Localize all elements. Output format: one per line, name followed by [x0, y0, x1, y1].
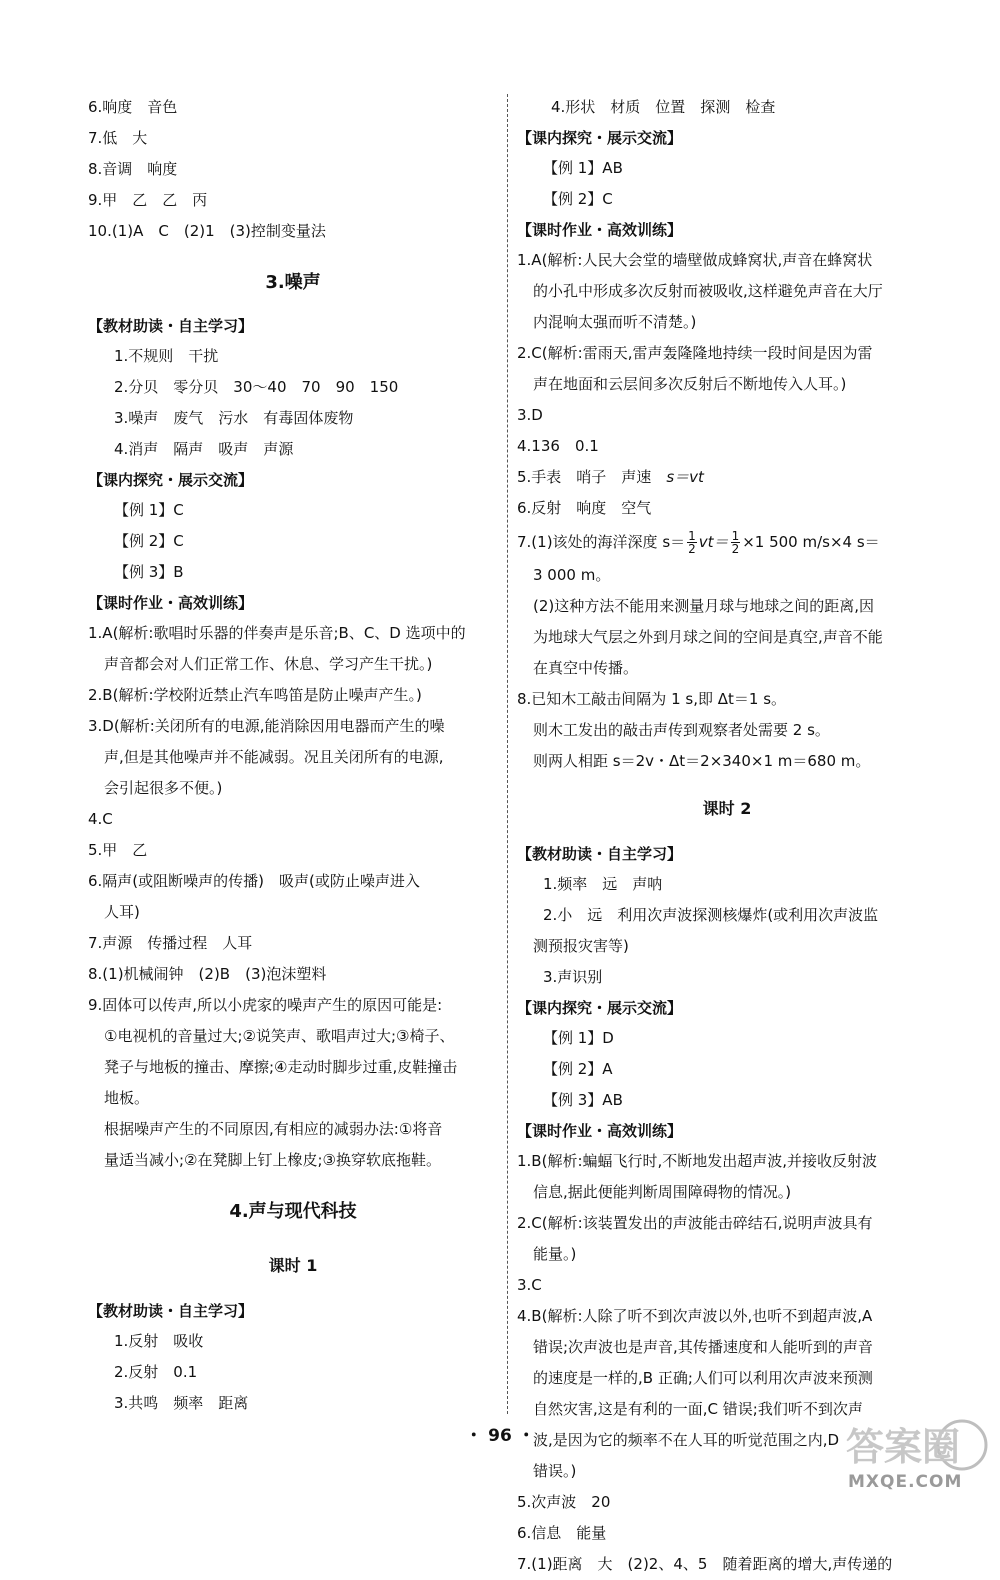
answer-line: 6.信息 能量: [517, 1524, 607, 1542]
answer-text: ×1 500 m/s×4 s＝: [742, 533, 880, 551]
answer-line: 1.A(解析:人民大会堂的墙壁做成蜂窝状,声音在蜂窝状: [517, 251, 873, 269]
answer-line: 4.136 0.1: [517, 437, 599, 455]
section-bar: 【课内探究・展示交流】: [517, 999, 683, 1017]
example-answer: 【例 3】B: [114, 563, 184, 581]
answer-line: 量适当减小;②在凳脚上钉上橡皮;③换穿软底拖鞋。: [104, 1151, 442, 1169]
answer-line: 6.反射 响度 空气: [517, 499, 652, 517]
section-bar: 【课时作业・高效训练】: [517, 1122, 683, 1140]
answer-line: 声,但是其他噪声并不能减弱。况且关闭所有的电源,: [104, 748, 444, 766]
example-answer: 【例 2】C: [114, 532, 184, 550]
answer-line: 测预报灾害等): [533, 937, 629, 955]
example-answer: 【例 2】C: [543, 190, 613, 208]
answer-line: [517, 524, 937, 560]
answer-line: 波,是因为它的频率不在人耳的听觉范围之内,D: [533, 1431, 840, 1449]
answer-line: 7.声源 传播过程 人耳: [88, 934, 253, 952]
section-bar: 【教材助读・自主学习】: [88, 317, 254, 335]
answer-text: 5.手表 哨子 声速: [517, 468, 667, 486]
answer-line: ①电视机的音量过大;②说笑声、歌唱声过大;③椅子、: [104, 1027, 455, 1045]
answer-line: 8.音调 响度: [88, 160, 178, 178]
answer-line: 3.共鸣 频率 距离: [114, 1394, 249, 1412]
answer-line: [517, 462, 937, 493]
watermark-text: MXQE.COM: [848, 1472, 963, 1492]
answer-line: 能量。): [533, 1245, 577, 1263]
answer-line: 3 000 m。: [533, 566, 611, 584]
lesson-title: 课时 1: [268, 1256, 318, 1275]
answer-line: 则两人相距 s＝2v・Δt＝2×340×1 m＝680 m。: [533, 752, 871, 770]
answer-line: 4.C: [88, 810, 113, 828]
answer-line: 8.(1)机械闹钟 (2)B (3)泡沫塑料: [88, 965, 327, 983]
answer-line: 的小孔中形成多次反射而被吸收,这样避免声音在大厅: [533, 282, 883, 300]
answer-line: 1.B(解析:蝙蝠飞行时,不断地发出超声波,并接收反射波: [517, 1152, 878, 1170]
answer-line: 为地球大气层之外到月球之间的空间是真空,声音不能: [533, 628, 883, 646]
answer-line: 2.C(解析:该装置发出的声波能击碎结石,说明声波具有: [517, 1214, 873, 1232]
answer-line: 9.固体可以传声,所以小虎家的噪声产生的原因可能是:: [88, 996, 443, 1014]
left-column: [88, 92, 498, 1419]
page-number: ・ 96 ・: [465, 1426, 535, 1446]
answer-line: 自然灾害,这是有利的一面,C 错误;我们听不到次声: [533, 1400, 863, 1418]
answer-line: 错误;次声波也是声音,其传播速度和人能听到的声音: [533, 1338, 873, 1356]
answer-line: 5.次声波 20: [517, 1493, 611, 1511]
answer-line: 7.低 大: [88, 129, 148, 147]
answer-line: 在真空中传播。: [533, 659, 639, 677]
fraction-denominator: 2: [688, 542, 696, 556]
answer-line: 9.甲 乙 乙 丙: [88, 191, 208, 209]
section-bar: 【课内探究・展示交流】: [88, 471, 254, 489]
answer-line: 8.已知木工敲击间隔为 1 s,即 Δt＝1 s。: [517, 690, 787, 708]
answer-line: 信息,据此便能判断周围障碍物的情况。): [533, 1183, 792, 1201]
answer-line: 3.C: [517, 1276, 542, 1294]
answer-line: 2.反射 0.1: [114, 1363, 198, 1381]
answer-line: 根据噪声产生的不同原因,有相应的减弱办法:①将音: [104, 1120, 443, 1138]
answer-line: 的速度是一样的,B 正确;人们可以利用次声波来预测: [533, 1369, 873, 1387]
answer-line: 7.(1)距离 大 (2)2、4、5 随着距离的增大,声传递的: [517, 1555, 893, 1573]
answer-line: 地板。: [104, 1089, 150, 1107]
section-title: 4.声与现代科技: [229, 1201, 357, 1222]
answer-line: 2.C(解析:雷雨天,雷声轰隆隆地持续一段时间是因为雷: [517, 344, 873, 362]
fraction-half: [687, 530, 697, 555]
example-answer: 【例 1】AB: [543, 159, 623, 177]
answer-line: 6.隔声(或阻断噪声的传播) 吸声(或防止噪声进入: [88, 872, 420, 890]
fraction-numerator: 1: [688, 529, 696, 543]
answer-line: 10.(1)A C (2)1 (3)控制变量法: [88, 222, 326, 240]
answer-line: 3.噪声 废气 污水 有毒固体废物: [114, 409, 354, 427]
fraction-denominator: 2: [731, 542, 740, 556]
answer-line: 1.A(解析:歌唱时乐器的伴奏声是乐音;B、C、D 选项中的: [88, 624, 466, 642]
answer-line: 凳子与地板的撞击、摩擦;④走动时脚步过重,皮鞋撞击: [104, 1058, 458, 1076]
answer-line: 声在地面和云层间多次反射后不断地传入人耳。): [533, 375, 847, 393]
answer-line: 6.响度 音色: [88, 98, 178, 116]
answer-line: 1.反射 吸收: [114, 1332, 204, 1350]
lesson-title: 课时 2: [702, 799, 752, 818]
example-answer: 【例 2】A: [543, 1060, 613, 1078]
answer-line: 4.B(解析:人除了听不到次声波以外,也听不到超声波,A: [517, 1307, 873, 1325]
answer-line: 声音都会对人们正常工作、休息、学习产生干扰。): [104, 655, 433, 673]
section-bar: 【课时作业・高效训练】: [517, 221, 683, 239]
section-bar: 【课内探究・展示交流】: [517, 129, 683, 147]
answer-line: (2)这种方法不能用来测量月球与地球之间的距离,因: [533, 597, 875, 615]
fraction-numerator: 1: [731, 529, 740, 543]
answer-line: 内混响太强而听不清楚。): [533, 313, 697, 331]
answer-line: 4.形状 材质 位置 探测 检查: [551, 98, 776, 116]
example-answer: 【例 1】C: [114, 501, 184, 519]
answer-line: 1.不规则 干扰: [114, 347, 219, 365]
right-column: [517, 92, 937, 1580]
answer-line: 3.D: [517, 406, 543, 424]
answer-line: 3.D(解析:关闭所有的电源,能消除因用电器而产生的噪: [88, 717, 445, 735]
answer-line: 3.声识别: [543, 968, 603, 986]
section-bar: 【课时作业・高效训练】: [88, 594, 254, 612]
example-answer: 【例 1】D: [543, 1029, 614, 1047]
answer-line: 会引起很多不便。): [104, 779, 223, 797]
answer-line: 则木工发出的敲击声传到观察者处需要 2 s。: [533, 721, 830, 739]
answer-line: 5.甲 乙: [88, 841, 148, 859]
answer-text: 7.(1)该处的海洋深度 s＝: [517, 533, 686, 551]
answer-line: 2.B(解析:学校附近禁止汽车鸣笛是防止噪声产生。): [88, 686, 422, 704]
section-bar: 【教材助读・自主学习】: [517, 845, 683, 863]
fraction-half: [731, 530, 741, 555]
column-divider: [507, 94, 508, 1414]
section-title: 3.噪声: [265, 272, 321, 293]
formula: vt＝: [698, 533, 729, 551]
answer-line: 2.分贝 零分贝 30～40 70 90 150: [114, 378, 399, 396]
answer-line: 1.频率 远 声呐: [543, 875, 663, 893]
formula: s＝vt: [666, 468, 704, 486]
answer-line: 错误。): [533, 1462, 577, 1480]
answer-line: 2.小 远 利用次声波探测核爆炸(或利用次声波监: [543, 906, 879, 924]
answer-line: 4.消声 隔声 吸声 声源: [114, 440, 294, 458]
example-answer: 【例 3】AB: [543, 1091, 623, 1109]
watermark-stamp: 答案圈: [846, 1425, 961, 1469]
answer-line: 人耳): [104, 903, 140, 921]
section-bar: 【教材助读・自主学习】: [88, 1302, 254, 1320]
